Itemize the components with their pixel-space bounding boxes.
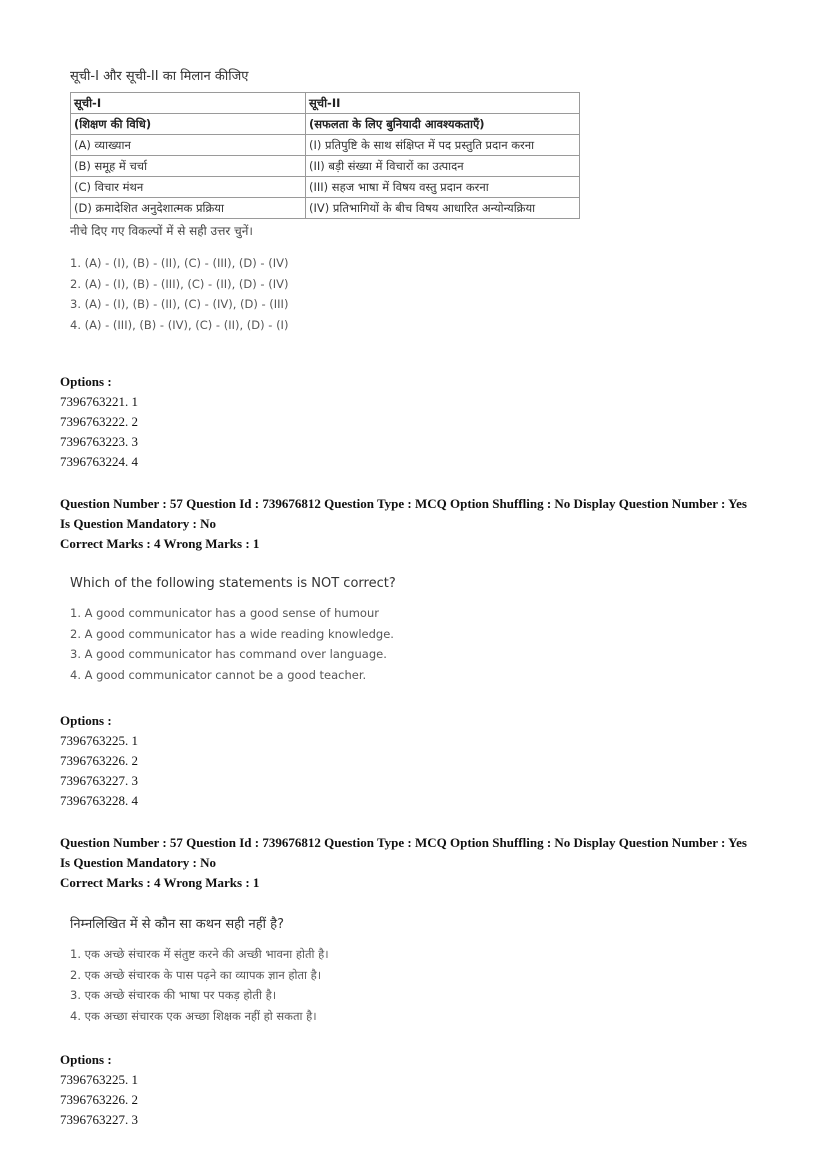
q57-hi-choice-list	[70, 944, 590, 1026]
q56-match-table	[70, 92, 580, 219]
choice-item: 4. एक अच्छा संचारक एक अच्छा शिक्षक नहीं हो सकता है।	[70, 1008, 317, 1023]
list1-subheader: (शिक्षण की विधि)	[71, 114, 306, 135]
mandatory-line: Is Question Mandatory : No	[60, 855, 217, 870]
choice-item: 1. (A) - (I), (B) - (II), (C) - (III), (D) - (IV)	[70, 256, 289, 270]
q56-choice-list	[70, 253, 590, 335]
option-id: 7396763225. 1	[60, 733, 138, 748]
table-cell: (I) प्रतिपुष्टि के साथ संक्षिप्त में पद प्रस्तुति प्रदान करना	[306, 135, 580, 156]
table-cell: (III) सहज भाषा में विषय वस्तु प्रदान करना	[306, 177, 580, 198]
table-subheader-row	[71, 114, 580, 135]
q57-en-meta	[60, 494, 780, 554]
table-cell: (C) विचार मंथन	[71, 177, 306, 198]
table-cell: (A) व्याख्यान	[71, 135, 306, 156]
choice-item: 1. एक अच्छे संचारक में संतुष्ट करने की अच्छी भावना होती है।	[70, 947, 329, 961]
table-cell: (II) बड़ी संख्या में विचारों का उत्पादन	[306, 156, 580, 177]
table-row	[71, 156, 580, 177]
option-id: 7396763223. 3	[60, 434, 138, 449]
table-row	[71, 198, 580, 219]
list1-header: सूची-I	[71, 93, 306, 114]
q56-instruction: नीचे दिए गए विकल्पों में से सही उत्तर चुनें।	[70, 224, 253, 238]
table-row	[71, 177, 580, 198]
option-id: 7396763227. 3	[60, 773, 138, 788]
choice-item: 1. A good communicator has a good sense of humour	[70, 606, 379, 620]
list2-header: सूची-II	[306, 93, 580, 114]
choice-item: 4. A good communicator cannot be a good teacher.	[70, 667, 367, 682]
choice-item: 2. (A) - (I), (B) - (III), (C) - (II), (D) - (IV)	[70, 276, 289, 291]
option-id: 7396763227. 3	[60, 1112, 138, 1127]
choice-item: 4. (A) - (III), (B) - (IV), (C) - (II), (D) - (I)	[70, 317, 289, 332]
q57-en-prompt: Which of the following statements is NOT correct?	[70, 576, 396, 591]
table-cell: (IV) प्रतिभागियों के बीच विषय आधारित अन्योन्यक्रिया	[306, 198, 580, 219]
choice-item: 3. A good communicator has command over language.	[70, 647, 387, 661]
option-id: 7396763226. 2	[60, 1092, 138, 1107]
q57-hi-question-image	[70, 914, 590, 1026]
q56-prompt: सूची-I और सूची-II का मिलान कीजिए	[70, 69, 249, 84]
options-label: Options :	[60, 1052, 112, 1067]
list2-subheader: (सफलता के लिए बुनियादी आवश्यकताएँ)	[306, 114, 580, 135]
marks-line: Correct Marks : 4 Wrong Marks : 1	[60, 536, 260, 551]
table-header-row	[71, 93, 580, 114]
choice-item: 3. एक अच्छे संचारक की भाषा पर पकड़ होती है।	[70, 988, 277, 1002]
q57-en-options-block	[60, 711, 780, 811]
q56-question-image	[70, 66, 590, 335]
option-id: 7396763221. 1	[60, 394, 138, 409]
q57-en-choice-list	[70, 603, 590, 685]
table-row	[71, 135, 580, 156]
q57-hi-options-block	[60, 1050, 780, 1130]
option-id: 7396763226. 2	[60, 753, 138, 768]
q56-options-block	[60, 372, 780, 472]
q57-hi-prompt: निम्नलिखित में से कौन सा कथन सही नहीं है?	[70, 917, 284, 932]
question-meta-line: Question Number : 57 Question Id : 739676812 Question Type : MCQ Option Shuffling : No Display Question Number : Yes	[60, 835, 747, 850]
q57-en-question-image	[70, 576, 590, 685]
choice-item: 2. एक अच्छे संचारक के पास पढ़ने का व्यापक ज्ञान होता है।	[70, 967, 322, 982]
marks-line: Correct Marks : 4 Wrong Marks : 1	[60, 875, 260, 890]
question-meta-line: Question Number : 57 Question Id : 739676812 Question Type : MCQ Option Shuffling : No Display Question Number : Yes	[60, 496, 747, 511]
options-label: Options :	[60, 374, 112, 389]
option-id: 7396763225. 1	[60, 1072, 138, 1087]
q57-hi-meta	[60, 833, 780, 893]
table-cell: (D) क्रमादेशित अनुदेशात्मक प्रक्रिया	[71, 198, 306, 219]
table-cell: (B) समूह में चर्चा	[71, 156, 306, 177]
option-id: 7396763224. 4	[60, 454, 138, 469]
option-id: 7396763228. 4	[60, 793, 138, 808]
options-label: Options :	[60, 713, 112, 728]
choice-item: 2. A good communicator has a wide reading knowledge.	[70, 626, 394, 641]
option-id: 7396763222. 2	[60, 414, 138, 429]
choice-item: 3. (A) - (I), (B) - (II), (C) - (IV), (D) - (III)	[70, 297, 289, 311]
mandatory-line: Is Question Mandatory : No	[60, 516, 217, 531]
